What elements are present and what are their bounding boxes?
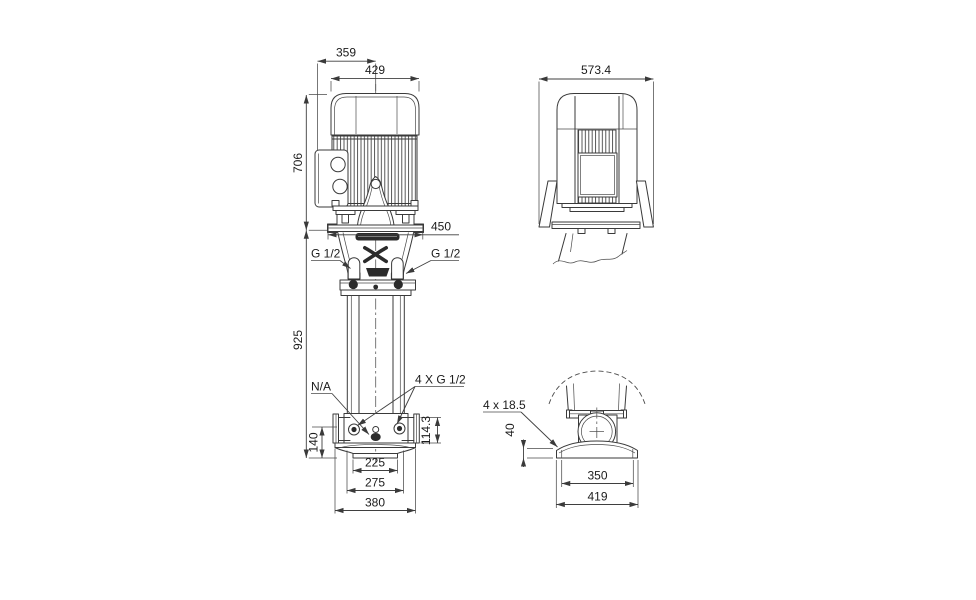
column-base-side	[557, 384, 638, 459]
vent-plug-right	[391, 258, 404, 280]
fan-cover-arc	[549, 371, 645, 404]
coupling-band	[356, 233, 400, 241]
stud-left	[336, 211, 355, 215]
terminal-box-side	[578, 153, 617, 197]
cable-entry-top	[331, 157, 345, 171]
base-view	[483, 371, 645, 508]
terminal-box	[315, 150, 348, 207]
motor-fan-cover	[331, 94, 419, 136]
dim-573-4: 573.4	[580, 63, 612, 77]
dim-40: 40	[503, 423, 517, 437]
dim-114-3: 114.3	[419, 415, 433, 446]
center-plug	[371, 433, 381, 441]
dim-429: 429	[364, 63, 386, 77]
vent-plug-left	[348, 258, 361, 280]
dim-706: 706	[291, 152, 305, 174]
base-dome	[557, 441, 638, 458]
motor-side	[557, 94, 637, 212]
dim-359: 359	[335, 45, 357, 60]
pump-base	[333, 414, 419, 459]
cable-entry-bottom	[333, 179, 347, 193]
dim-275: 275	[364, 475, 386, 490]
dim-450: 450	[430, 219, 452, 234]
label-vent-right: G 1/2	[431, 246, 461, 261]
dim-225: 225	[364, 455, 386, 470]
label-vent-left: G 1/2	[311, 246, 341, 261]
shaft-hole	[371, 179, 380, 188]
pump-head	[338, 233, 416, 296]
dim-350: 350	[587, 468, 608, 483]
side-view	[539, 63, 653, 264]
front-view	[291, 46, 466, 514]
label-plugs: 4 X G 1/2	[415, 372, 466, 387]
dim-419: 419	[587, 489, 608, 504]
label-drain: N/A	[311, 379, 332, 394]
stud-right	[396, 211, 415, 215]
label-bolt-holes: 4 x 18.5	[483, 398, 526, 412]
seal-band	[366, 268, 390, 277]
dim-925: 925	[291, 329, 305, 351]
dim-140: 140	[306, 432, 321, 453]
stool-plate-side	[552, 222, 640, 229]
dim-380: 380	[364, 495, 386, 510]
head-break-side	[553, 234, 627, 265]
